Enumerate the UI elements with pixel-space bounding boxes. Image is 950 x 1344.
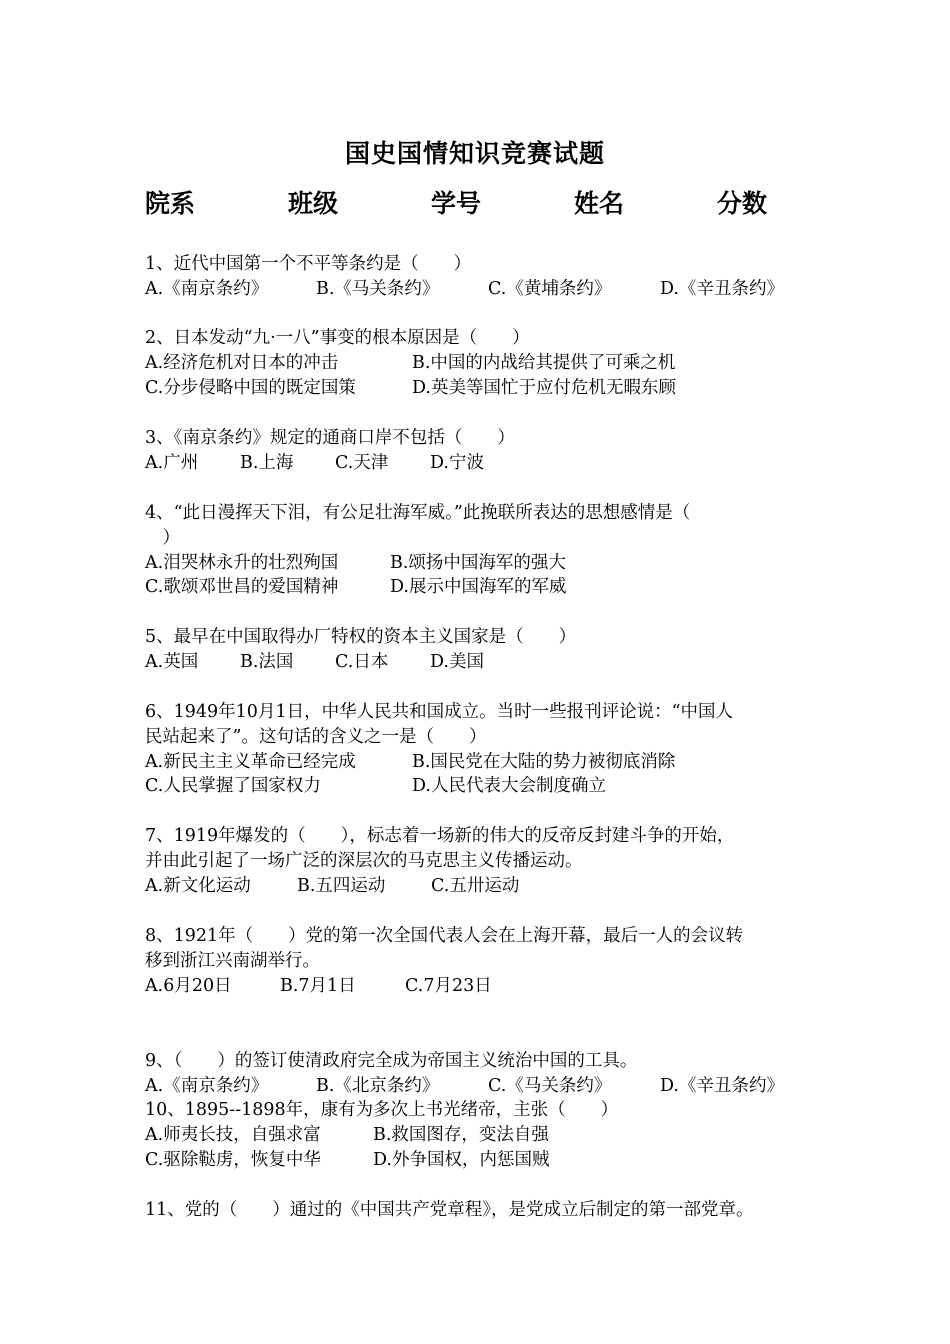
- question-4-text: 4、“此日漫挥天下泪，有公足壮海军威。”此挽联所表达的思想感情是（: [145, 503, 691, 523]
- question-5-options: [145, 650, 825, 674]
- option-a: A.《南京条约》: [145, 1075, 269, 1096]
- option-c: C.《马关条约》: [488, 1075, 612, 1096]
- option-b: D.展示中国海军的军威: [390, 577, 567, 598]
- option-b: B.7月1日: [280, 975, 356, 996]
- option-a: C.驱除鞑虏，恢复中华: [145, 1149, 321, 1170]
- option-a: A.《南京条约》: [145, 278, 269, 299]
- question-10-options: [145, 1123, 825, 1147]
- question-8-options: [145, 974, 825, 998]
- question-6-options: [145, 774, 825, 798]
- question-6-text: 民站起来了”。这句话的含义之一是（ ）: [145, 726, 487, 747]
- question-8-text: 8、1921年（ ）党的第一次全国代表人会在上海开幕，最后一人的会议转: [145, 926, 744, 946]
- question-1-text: 1、近代中国第一个不平等条约是（ ）: [145, 254, 472, 274]
- header-fields: [0, 184, 950, 220]
- field-name: 姓名: [574, 189, 625, 218]
- question-4-options: [145, 575, 825, 599]
- field-score: 分数: [717, 189, 768, 218]
- option-a: A.广州: [145, 452, 199, 473]
- option-a: C.歌颂邓世昌的爱国精神: [145, 577, 339, 598]
- option-a: A.经济危机对日本的冲击: [145, 352, 339, 373]
- question-3-options: [145, 451, 825, 475]
- option-b: B.《北京条约》: [316, 1075, 440, 1096]
- option-c: C.《黄埔条约》: [488, 278, 612, 299]
- question-10-text: 10、1895--1898年，康有为多次上书光绪帝，主张（ ）: [145, 1100, 619, 1120]
- option-b: B.法国: [240, 651, 294, 672]
- option-a: C.分步侵略中国的既定国策: [145, 377, 356, 398]
- option-c: C.五卅运动: [431, 875, 520, 896]
- question-6-text: 6、1949年10月1日，中华人民共和国成立。当时一些报刊评论说：“中国人: [145, 702, 734, 722]
- option-b: B.救国图存，变法自强: [373, 1124, 549, 1145]
- question-6-options: [145, 750, 825, 774]
- option-b: B.颂扬中国海军的强大: [390, 552, 566, 573]
- question-11-text: 11、党的（ ）通过的《中国共产党章程》，是党成立后制定的第一部党章。: [145, 1200, 754, 1220]
- option-d: D.宁波: [430, 452, 484, 473]
- option-b: D.英美等国忙于应付危机无暇东顾: [412, 377, 676, 398]
- option-a: A.泪哭林永升的壮烈殉国: [145, 552, 339, 573]
- option-d: D.美国: [430, 651, 484, 672]
- option-a: A.新文化运动: [145, 875, 251, 896]
- option-b: B.上海: [240, 452, 294, 473]
- field-student-id: 学号: [431, 189, 482, 218]
- option-b: D.人民代表大会制度确立: [412, 776, 606, 797]
- question-7-text: 7、1919年爆发的（ ），标志着一场新的伟大的反帝反封建斗争的开始，: [145, 826, 735, 846]
- option-b: B.《马关条约》: [316, 278, 440, 299]
- option-b: B.国民党在大陆的势力被彻底消除: [412, 751, 676, 772]
- question-2-options: [145, 351, 825, 375]
- option-d: D.《辛丑条约》: [660, 1075, 784, 1096]
- option-b: B.五四运动: [297, 875, 386, 896]
- option-b: D.外争国权，内惩国贼: [373, 1149, 550, 1170]
- option-a: A.英国: [145, 651, 199, 672]
- exam-title: 国史国情知识竞赛试题: [344, 139, 605, 168]
- field-department: 院系: [145, 189, 196, 218]
- option-a: A.6月20日: [145, 975, 232, 996]
- option-c: C.天津: [335, 452, 389, 473]
- question-5-text: 5、最早在中国取得办厂特权的资本主义国家是（ ）: [145, 627, 577, 647]
- question-7-options: [145, 874, 825, 898]
- option-b: B.中国的内战给其提供了可乘之机: [412, 352, 676, 373]
- question-9-text: 9、（ ）的签订使清政府完全成为帝国主义统治中国的工具。: [145, 1051, 638, 1071]
- question-4-text: ）: [145, 527, 180, 548]
- question-3-text: 3、《南京条约》规定的通商口岸不包括（ ）: [145, 428, 515, 448]
- question-10-options: [145, 1148, 825, 1172]
- option-c: C.日本: [335, 651, 389, 672]
- option-d: D.《辛丑条约》: [660, 278, 784, 299]
- question-2-options: [145, 376, 825, 400]
- question-7-text: 并由此引起了一场广泛的深层次的马克思主义传播运动。: [145, 850, 583, 871]
- question-1-options: [145, 277, 825, 301]
- field-class: 班级: [288, 189, 339, 218]
- option-a: A.新民主主义革命已经完成: [145, 751, 356, 772]
- question-2-text: 2、日本发动“九·一八”事变的根本原因是（ ）: [145, 328, 530, 348]
- question-4-options: [145, 551, 825, 575]
- option-c: C.7月23日: [405, 975, 492, 996]
- question-9-options: [145, 1074, 825, 1098]
- question-8-text: 移到浙江兴南湖举行。: [145, 950, 320, 971]
- option-a: A.师夷长技，自强求富: [145, 1124, 321, 1145]
- option-a: C.人民掌握了国家权力: [145, 776, 321, 797]
